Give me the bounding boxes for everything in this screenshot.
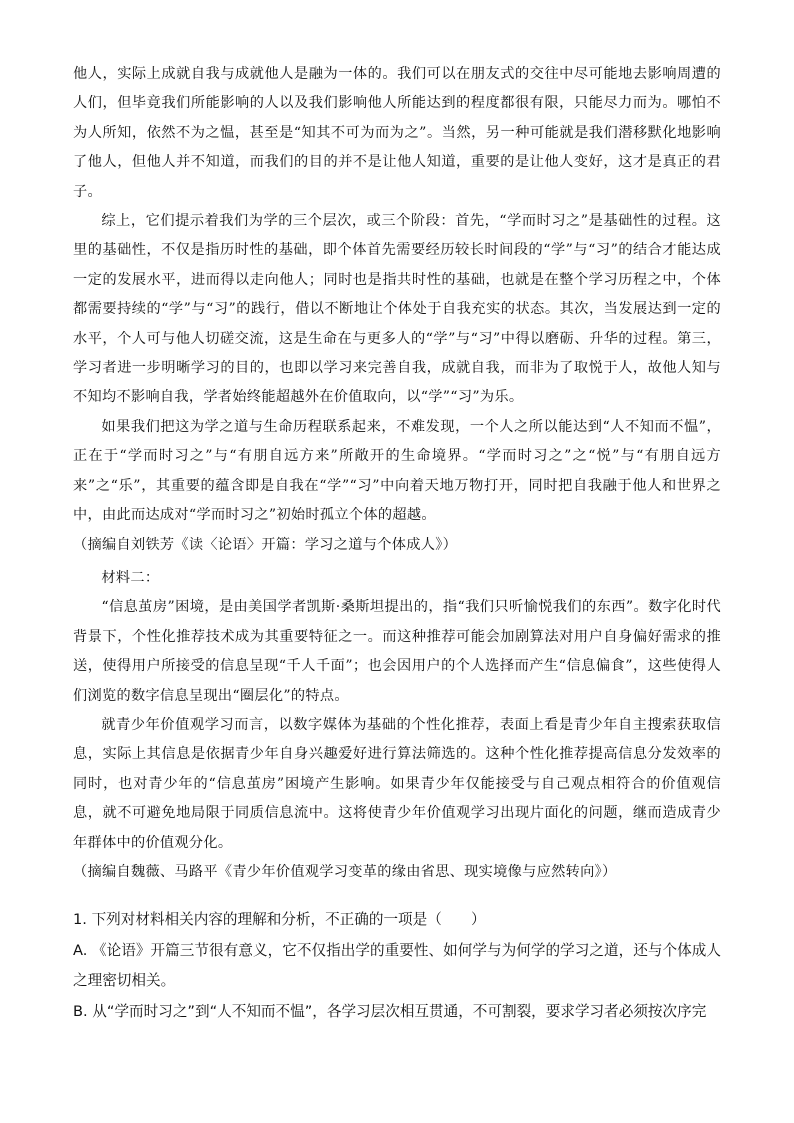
paragraph-summary: 综上，它们提示着我们为学的三个层次，或三个阶段：首先，“学而时习之”是基础性的过程。这里的基础性，不仅是指历时性的基础，即个体首先需要经历较长时间段的“学”与“习”的结合才能达成一定的发展水平，进而得以走向他人；同时也是指共时性的基础，也就是在整个学习历程之中，个体都需要持续的“学”与“习”的践行，借以不断地让个体处于自我充实的状态。其次，当发展达到一定的水平，个人可与他人切磋交流，这是生命在与更多人的“学”与“习”中得以磨砺、升华的过程。第三，学习者进一步明晰学习的目的，也即以学习来完善自我，成就自我，而非为了取悦于人，故他人知与不知均不影响自我，学者始终能超越外在价值取向，以“学”“习”为乐。 <box>73 213 721 406</box>
option-a: A. 《论语》开篇三节很有意义，它不仅指出学的重要性、如何学与为何学的学习之道，还与个体成人之理密切相关。 <box>73 941 721 989</box>
option-b: B. 从“学而时习之”到“人不知而不愠”，各学习层次相互贯通，不可割裂，要求学习者必须按次序完 <box>73 1002 707 1020</box>
paragraph-youth-values: 就青少年价值观学习而言，以数字媒体为基础的个性化推荐，表面上看是青少年自主搜索获取信息，实际上其信息是依据青少年自身兴趣爱好进行算法筛选的。这种个性化推荐提高信息分发效率的同时，也对青少年的“信息茧房”困境产生影响。如果青少年仅能接受与自己观点相符合的价值观信息，就不可避免地局限于同质信息流中。这将使青少年价值观学习出现片面化的问题，继而造成青少年群体中的价值观分化。 <box>73 716 721 851</box>
material2-label: 材料二： <box>101 569 160 586</box>
question-stem: 1. 下列对材料相关内容的理解和分析，不正确的一项是（ ） <box>73 911 486 928</box>
citation-material1: （摘编自刘铁芳《读〈论语〉开篇：学习之道与个体成人》） <box>73 536 458 553</box>
paragraph-info-cocoon: “信息茧房”困境，是由美国学者凯斯·桑斯坦提出的，指“我们只听愉悦我们的东西”。数字化时代背景下，个性化推荐技术成为其重要特征之一。而这种推荐可能会加剧算法对用户自身偏好需求的推送，使得用户所接受的信息呈现“千人千面”；也会因用户的个人选择而产生“信息偏食”，这些使得人们浏览的数字信息呈现出“圈层化”的特点。 <box>73 599 721 704</box>
passage <box>73 60 721 887</box>
question-1 <box>73 905 721 1027</box>
paragraph-continuation: 他人，实际上成就自我与成就他人是融为一体的。我们可以在朋友式的交往中尽可能地去影响周遭的人们，但毕竟我们所能影响的人以及我们影响他人所能达到的程度都很有限，只能尽力而为。哪怕不为人所知，依然不为之愠，甚至是“知其不可为而为之”。当然，另一种可能就是我们潜移默化地影响了他人，但他人并不知道，而我们的目的并不是让他人知道，重要的是让他人变好，这才是真正的君子。 <box>73 66 721 200</box>
citation-material2: （摘编自魏薇、马路平《青少年价值观学习变革的缘由省思、现实境像与应然转向》） <box>73 863 617 880</box>
paragraph-conclusion: 如果我们把这为学之道与生命历程联系起来，不难发现，一个人之所以能达到“人不知而不愠”，正在于“学而时习之”与“有朋自远方来”所敞开的生命境界。“学而时习之”之“悦”与“有朋自远方来”之“乐”，其重要的蕴含即是自我在“学”“习”中向着天地万物打开，同时把自我融于他人和世界之中，由此而达成对“学而时习之”初始时孤立个体的超越。 <box>73 418 721 524</box>
